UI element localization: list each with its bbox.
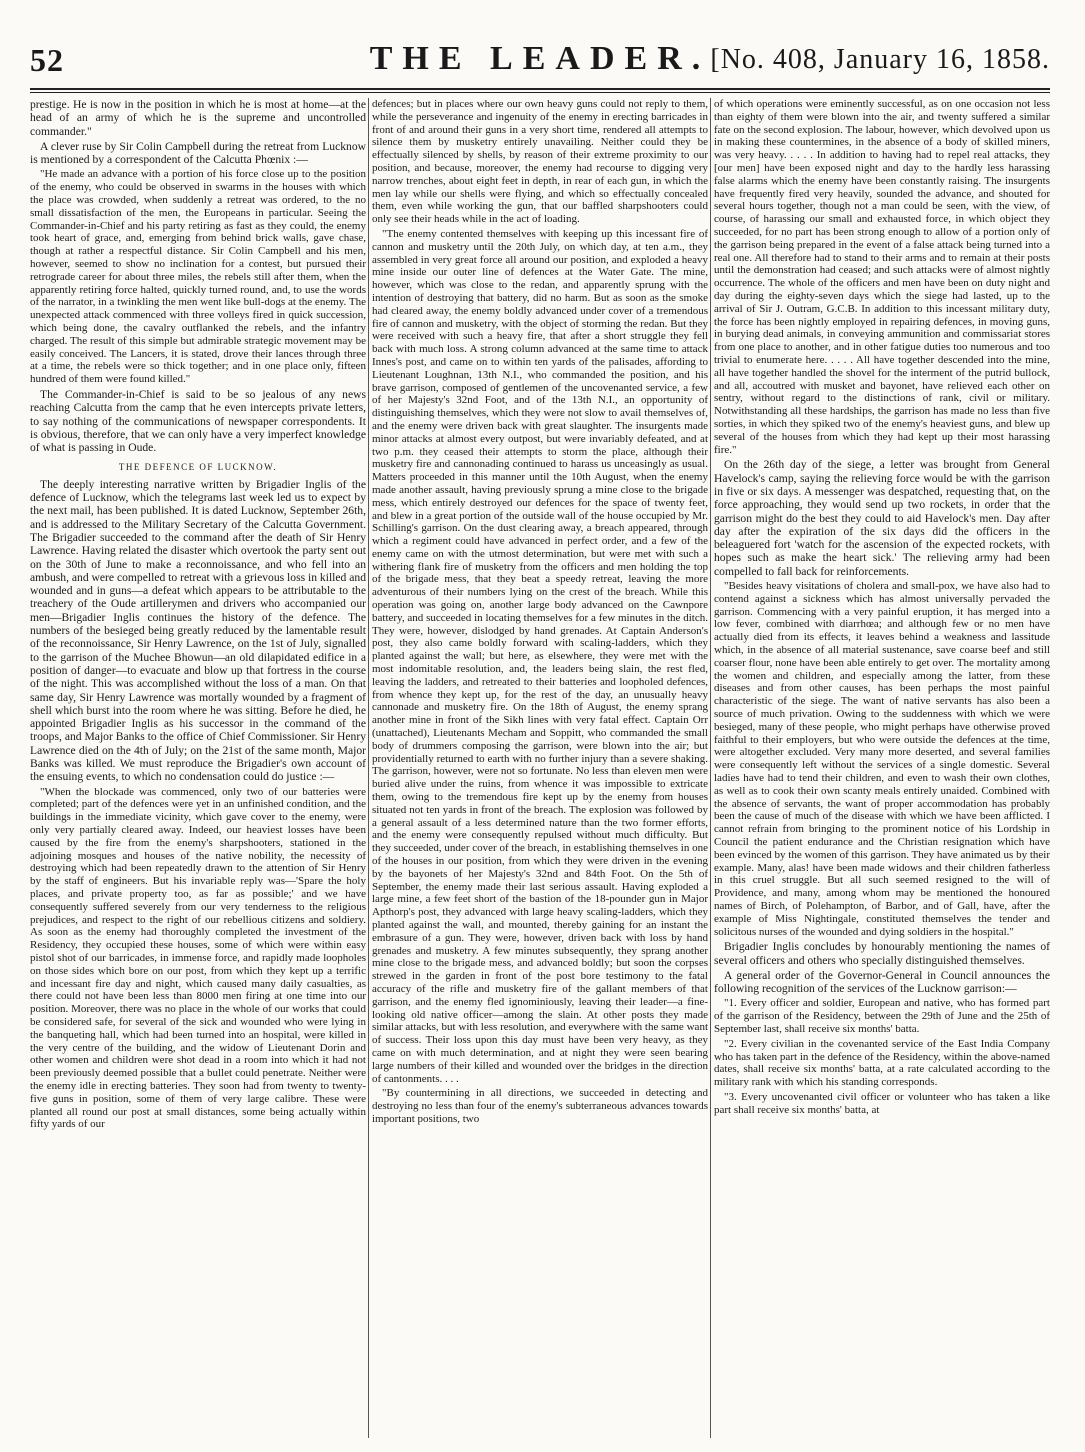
paragraph: The deeply interesting narrative written by Brigadier Inglis of the defence of Lucknow, which the telegrams last week led us to expect by the next mail, has been published. It is dated Lucknow, September 26th, and is addressed to the Military Secretary of the Calcutta Government. The Brigadier succeeded to the command after the death of Sir Henry Lawrence. Having related the disaster which overtook the party sent out on the 30th of June to make a reconnoissance, and who fell into an ambush, and were compelled to retreat with a grievous loss in killed and wounded and in guns—a defeat which appears to be attributable to the treachery of the Oude artillerymen and drivers who accompanied our men—Brigadier Inglis continues the history of the defence. The numbers of the besieged being greatly reduced by the lamentable result of the reconnoissance, Sir Henry Lawrence, on the 1st of July, signalled to the garrison of the Muchee Bhowun—an old dilapidated edifice in a position of danger—to evacuate and blow up that fortress in the course of the night. This was accomplished without the loss of a man. On that same day, Sir Henry Lawrence was mortally wounded by a fragment of shell which burst into the room where he was sitting. Before he died, he appointed Brigadier Inglis as his successor in the command of the troops, and Major Banks to the office of Chief Commissioner. Sir Henry Lawrence died on the 4th of July; on the 21st of the same month, Major Banks was killed. We must reproduce the Brigadier's own account of the ensuing events, to which no condensation could do justice :—: [30, 477, 366, 784]
column-divider: [710, 98, 711, 1438]
paragraph: prestige. He is now in the position in which he is most at home—at the head of an army of which he is the supreme and uncontrolled commander.": [30, 98, 366, 138]
header-rule: [30, 88, 1050, 90]
page-number: 52: [30, 42, 64, 78]
section-heading: THE DEFENCE OF LUCKNOW.: [118, 461, 278, 472]
masthead: [30, 40, 1050, 84]
quoted-paragraph: "When the blockade was commenced, only two of our batteries were completed; part of the defences were yet in an unfinished condition, and the buildings in the immediate vicinity, which gave cover to the enemy, were only very partially cleared away. Indeed, our heaviest losses have been caused by the fire from the enemy's sharpshooters, stationed in the adjoining mosques and houses of the native nobility, the necessity of destroying which had been repeatedly drawn to the attention of Sir Henry by the staff of engineers. But his invariable reply was—'Spare the holy places, and private property too, as far as possible;' and we have consequently suffered severely from our very tenderness to the religious prejudices, and respect to the right of our rebellious citizens and soldiery. As soon as the enemy had thoroughly completed the investment of the Residency, they occupied these houses, some of which were within easy pistol shot of our barricades, in immense force, and rapidly made loopholes on those sides which bore on our post, from which they kept up a terrific and incessant fire day and night, which caused many daily casualties, as there could not have been less than 8000 men firing at one time into our position. Moreover, there was no place in the whole of our works that could be considered safe, for several of the sick and wounded who were lying in the banqueting hall, which had been turned into an hospital, were killed in the very centre of the building, and the widow of Lieutenant Dorin and other women and children were shot dead in a room into which it had not been previously deemed possible that a bullet could penetrate. Neither were the enemy idle in erecting batteries. They soon had from twenty to twenty-five guns in position, some of them of very large calibre. These were planted all round our post at small distances, some being actually within fifty yards of our: [30, 785, 366, 1131]
paragraph: On the 26th day of the siege, a letter was brought from General Havelock's camp, saying the relieving force would be with the garrison in five or six days. A messenger was despatched, requesting that, on the force approaching, they would send up two rockets, in order that the garrison might do the best they could to aid Havelock's men. Day after day after the expiration of the six days did the officers in the beleaguered fort 'watch for the ascension of the expected rockets, with hopes such as make the heart sick.' The relieving army had been compelled to fall back for reinforcements.: [714, 458, 1050, 578]
quoted-paragraph: "Besides heavy visitations of cholera and small-pox, we have also had to contend against a sickness which has almost universally pervaded the garrison. Commencing with a very painful eruption, it has merged into a low fever, combined with diarrhœa; and although few or no men have actually died from its effects, it leaves behind a weakness and lassitude which, in the absence of all material sustenance, save coarse beef and still coarser flour, none have been able entirely to get over. The mortality among the women and children, and especially among the latter, from these diseases and from other causes, has been perhaps the most painful characteristic of the siege. The want of native servants has also been a source of much privation. Owing to the suddenness with which we were besieged, many of these people, who might perhaps have otherwise proved faithful to their employers, but who were outside the defences at the time, were altogether excluded. Very many more deserted, and several families were consequently left without the services of a single domestic. Several ladies have had to tend their children, and even to wash their own clothes, as well as to cook their own scanty meals entirely unaided. Combined with the absence of servants, the want of proper accommodation has probably been the cause of much of the disease with which we have been afflicted. I cannot refrain from bringing to the prominent notice of his Lordship in Council the patient endurance and the Christian resignation which have been evinced by the women of this garrison. They have animated us by their example. Many, alas! have been made widows and their children fatherless in this cruel struggle. But all such seemed resigned to the will of Providence, and many, among whom may be mentioned the honoured names of Birch, of Polehampton, of Barbor, and of Gall, have, after the example of Miss Nightingale, constituted themselves the tender and solicitous nurses of the wounded and dying soldiers in the hospital.": [714, 579, 1050, 938]
quoted-paragraph: "2. Every civilian in the covenanted service of the East India Company who has taken part in the defence of the Residency, within the above-named dates, shall receive six months' batta, at a rate calculated according to the military rank with which his standing corresponds.: [714, 1037, 1050, 1089]
paragraph: A general order of the Governor-General in Council announces the following recognition of the services of the Lucknow garrison:—: [714, 968, 1050, 996]
column-divider: [368, 98, 369, 1438]
quoted-paragraph: "The enemy contented themselves with keeping up this incessant fire of cannon and musketry until the 20th July, on which day, at ten a.m., they assembled in very great force all around our position, and exploded a heavy mine inside our outer line of defences at the Water Gate. The mine, however, which was close to the redan, and apparently sprung with the intention of destroying that battery, did no harm. But as soon as the smoke had cleared away, the enemy boldly advanced under cover of a tremendous fire of cannon and musketry, with the object of storming the redan. But they were received with such a heavy fire, that after a short struggle they fell back with much loss. A strong column advanced at the same time to attack Innes's post, and came on to within ten yards of the palisades, affording to Lieutenant Loughnan, 13th N.I., who commanded the position, and his brave garrison, composed of gentlemen of the uncovenanted service, a few of her Majesty's 32nd Foot, and of the 13th N.I., an opportunity of distinguishing themselves, which they were not slow to avail themselves of, and the enemy were driven back with great slaughter. The insurgents made minor attacks at almost every outpost, but were invariably defeated, and at two p.m. they ceased their attempts to storm the place, although their musketry fire and cannonading continued to harass us unceasingly as usual. Matters proceeded in this manner until the 10th August, when the enemy made another assault, having previously sprung a mine close to the brigade mess, which entirely destroyed our defences for the space of twenty feet, and blew in a great portion of the outside wall of the house occupied by Mr. Schilling's garrison. On the dust clearing away, a breach appeared, through which a regiment could have advanced in perfect order, and a few of the enemy came on with the utmost determination, but were met with such a withering flank fire of musketry from the officers and men holding the top of the brigade mess, that they beat a speedy retreat, leaving the more adventurous of their numbers lying on the crest of the breach. While this operation was going on, another large body advanced on the Cawnpore battery, and succeeded in locating themselves for a few minutes in the ditch. They were, however, dislodged by hand grenades. At Captain Anderson's post, they also came boldly forward with scaling-ladders, which they planted against the wall; but here, as elsewhere, they were met with the most indomitable resolution, and, the leaders being slain, the rest fled, leaving the ladders, and retreated to their batteries and loopholed defences, from whence they kept up, for the rest of the day, an unusually heavy cannonade and musketry fire. On the 18th of August, the enemy sprang another mine in front of the Sikh lines with very fatal effect. Captain Orr (unattached), Lieutenants Mecham and Soppitt, who commanded the small body of drummers composing the garrison, were blown into the air; but providentially returned to earth with no further injury than a severe shaking. The garrison, however, were not so fortunate. No less than eleven men were buried alive under the ruins, from whence it was impossible to extricate them, owing to the tremendous fire kept up by the enemy from houses situated not ten yards in front of the breach. The explosion was followed by a general assault of a less determined nature than the two former efforts, and the enemy were consequently repulsed without much difficulty. But they succeeded, under cover of the breach, in establishing themselves in one of the houses in our position, from which they were driven in the evening by the bayonets of her Majesty's 32nd and 84th Foot. On the 5th of September, the enemy made their last serious assault. Having exploded a large mine, a few feet short of the bastion of the 18-pounder gun in Major Apthorp's post, they advanced with large heavy scaling-ladders, which they planted against the wall, and mounted, thereby gaining for an instant the embrasure of a gun. They were, however, driven back with loss by hand grenades and musketry. A few minutes subsequently, they sprang another mine close to the brigade mess, and advanced boldly; but soon the corpses strewed in the garden in front of the post bore testimony to the fatal accuracy of the rifle and musketry fire of the gallant members of that garrison, and the enemy fled ignominiously, leaving their leader—a fine-looking old native officer—among the slain. At other posts they made similar attacks, but with less resolution, and everywhere with the same want of success. Their loss upon this day must have been very heavy, as they came on with much determination, and at night they were seen bearing large numbers of their killed and wounded over the bridges in the direction of cantonments. . . .: [372, 227, 708, 1085]
header-rule-thin: [30, 92, 1050, 93]
quoted-paragraph: of which operations were eminently successful, as on one occasion not less than eighty of them were blown into the air, and twenty suffered a similar fate on the second explosion. The labour, however, which devolved upon us in making these countermines, in the absence of a body of skilled miners, was very heavy. . . . . In addition to having had to repel real attacks, they [our men] have been exposed night and day to the hardly less harassing false alarms which the enemy have been constantly raising. The insurgents have frequently fired very heavily, sounded the advance, and shouted for several hours together, though not a man could be seen, with the view, of course, of harassing our small and exhausted force, in which object they succeeded, for no part has been strong enough to allow of a portion only of the garrison being prepared in the event of a false attack being turned into a real one. All therefore had to stand to their arms and to remain at their posts until the demonstration had ceased; and such attacks were of almost nightly occurrence. The whole of the officers and men have been on duty night and day during the eighty-seven days which the siege had lasted, up to the arrival of Sir J. Outram, G.C.B. In addition to this incessant military duty, the force has been nightly employed in repairing defences, in moving guns, in burying dead animals, in conveying ammunition and commissariat stores from one place to another, and in other fatigue duties too numerous and too trivial to enumerate here. . . . . All have together descended into the mine, all have together handled the shovel for the interment of the putrid bullock, and all, accoutred with musket and bayonet, have relieved each other on sentry, without regard to the distinctions of rank, civil or military. Notwithstanding all these hardships, the garrison has made no less than five sorties, in which they spiked two of the enemy's heaviest guns, and blew up several of the houses from which they had kept up their most harassing fire.": [714, 98, 1050, 456]
column-3: [714, 98, 1050, 1438]
paper-title: THE LEADER.: [369, 40, 711, 77]
quoted-paragraph: defences; but in places where our own heavy guns could not reply to them, while the perseverance and ingenuity of the enemy in erecting barricades in front of and around their guns in a very short time, rendered all attempts to silence them by musketry entirely unavailing. Neither could they be effectually silenced by shells, by reason of their extreme proximity to our position, and because, moreover, the enemy had recourse to digging very narrow trenches, about eight feet in depth, in rear of each gun, in which the men lay while our shells were flying, and which so effectually concealed them, even while working the gun, that our baffled sharpshooters could only see their heads while in the act of loading.: [372, 98, 708, 226]
paragraph: Brigadier Inglis concludes by honourably mentioning the names of several officers and others who specially distinguished themselves.: [714, 940, 1050, 967]
issue-info: [No. 408, January 16, 1858.: [710, 44, 1050, 75]
column-2: [372, 98, 708, 1438]
paragraph: A clever ruse by Sir Colin Campbell during the retreat from Lucknow is mentioned by a correspondent of the Calcutta Phœnix :—: [30, 139, 366, 167]
quoted-paragraph: "By countermining in all directions, we succeeded in detecting and destroying no less than four of the enemy's subterraneous advances towards important positions, two: [372, 1087, 708, 1125]
column-1: [30, 98, 366, 1438]
paragraph: The Commander-in-Chief is said to be so jealous of any news reaching Calcutta from the camp that he even intercepts private letters, to say nothing of the communications of newspaper correspondents. It is obvious, therefore, that we can only have a very imperfect knowledge of what is passing in Oude.: [30, 388, 366, 455]
quoted-paragraph: "3. Every uncovenanted civil officer or volunteer who has taken a like part shall receive six months' batta, at: [714, 1091, 1050, 1116]
quoted-paragraph: "1. Every officer and soldier, European and native, who has formed part of the garrison of the Residency, between the 29th of June and the 25th of September last, shall receive six months' batta.: [714, 997, 1050, 1036]
quoted-paragraph: "He made an advance with a portion of his force close up to the position of the enemy, who could be observed in swarms in the houses with which the place was crowded, when suddenly a retreat was ordered, to the no small dissatisfaction of the men, the Europeans in particular. Seeing the Commander-in-Chief and his party retiring as fast as they could, the enemy took heart of grace, and, emerging from behind brick walls, gave chase, though at rather a respectful distance. Sir Colin Campbell and his men, however, seemed to show no inclination for a contest, but pursued their retrograde career for about three miles, the rebels still after them, when the apparently retiring force halted, quickly turned round, and, to use the words of the narrator, in a twinkling the men went like bull-dogs at the enemy. The unexpected attack commenced with three volleys fired in quick succession, which being done, the cavalry outflanked the rebels, and the infantry charged. The result of this simple but admirable strategic movement may be easily conceived. The Lancers, it is stated, drove their lances through three at a time, the rebels were so thick together; and in one place only, fifteen hundred of them were found killed.": [30, 168, 366, 386]
